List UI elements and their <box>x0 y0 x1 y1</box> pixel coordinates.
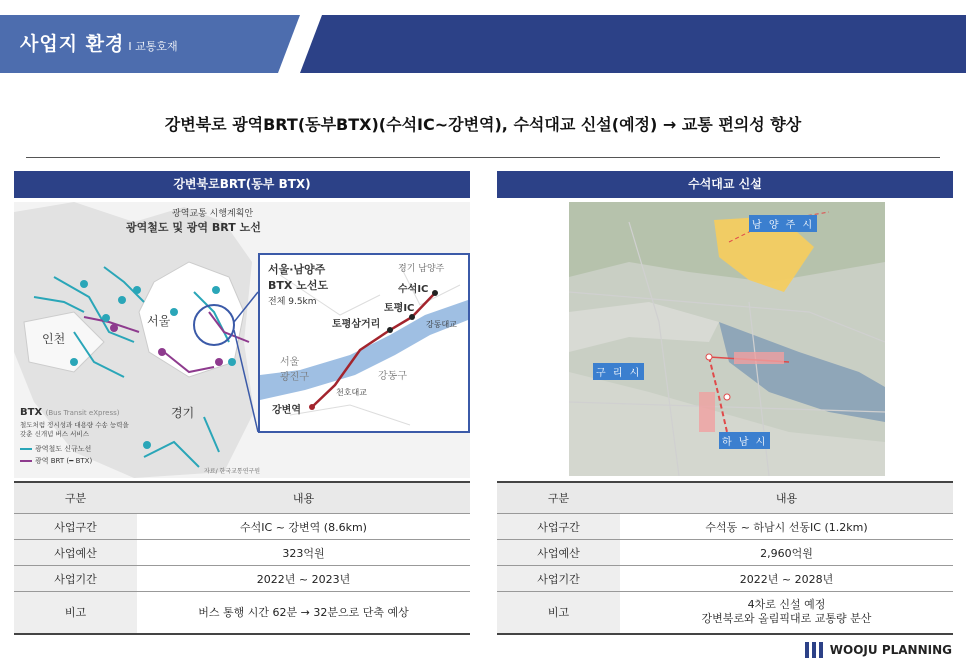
table-header-cell: 구분 <box>497 482 620 514</box>
inset-gwangjin: 서울 광진구 <box>280 357 309 383</box>
btx-route-inset <box>258 253 470 433</box>
label-gyeonggi: 경기 <box>171 406 195 420</box>
legend-brt-swatch <box>20 460 32 462</box>
plan-title: 광역철도 및 광역 BRT 노선 <box>126 221 261 234</box>
logo-text: WOOJU PLANNING <box>829 643 952 657</box>
table-value-cell: 4차로 신설 예정 강변북로와 올림픽대로 교통량 분산 <box>620 592 953 634</box>
legend-rail-label: 광역철도 신규노선 <box>35 445 92 453</box>
inset-gangdong-gu: 강동구 <box>378 371 407 382</box>
wooju-logo-icon <box>804 640 824 660</box>
table-key-cell: 사업구간 <box>497 514 620 540</box>
table-value-cell: 수석동 ~ 하남시 선동IC (1.2km) <box>620 514 953 540</box>
inset-length: 전체 9.5km <box>268 297 317 307</box>
page-subtitle: I 교통호재 <box>128 40 178 53</box>
btx-title <box>20 407 120 418</box>
legend-rail <box>20 444 91 454</box>
left-panel-title: 강변북로BRT(동부 BTX) <box>14 171 470 198</box>
legend-rail-swatch <box>20 448 32 450</box>
map-source: 자료/ 한국교통연구원 <box>204 468 261 475</box>
table-header-cell: 내용 <box>137 482 470 514</box>
table-value-cell: 323억원 <box>137 540 470 566</box>
table-header-cell: 내용 <box>620 482 953 514</box>
inset-title-2: BTX 노선도 <box>268 279 329 292</box>
headline: 강변북로 광역BRT(동부BTX)(수석IC~강변역), 수석대교 신설(예정) → 교통 편의성 향상 <box>164 115 802 134</box>
inset-topyeong-ic: 토평IC <box>384 303 415 314</box>
table-row <box>497 566 953 592</box>
right-panel-title: 수석대교 신설 <box>497 171 953 198</box>
table-key-cell: 사업구간 <box>14 514 137 540</box>
table-key-cell: 사업예산 <box>14 540 137 566</box>
inset-gangbyeon-station: 강변역 <box>272 405 301 416</box>
inset-cheonho-bridge: 천호대교 <box>336 388 367 397</box>
header-bar <box>0 15 966 73</box>
table-header-row <box>497 482 953 514</box>
bridge-aerial-map <box>569 202 885 476</box>
table-row <box>497 592 953 634</box>
inset-gangdong-bridge: 강동대교 <box>426 320 457 329</box>
company-logo <box>804 640 952 660</box>
table-header-cell: 구분 <box>14 482 137 514</box>
table-key-cell: 사업기간 <box>497 566 620 592</box>
table-row <box>14 592 470 634</box>
left-panel <box>14 171 470 478</box>
inset-namyangju: 경기 남양주 <box>398 264 445 274</box>
table-key-cell: 사업예산 <box>497 540 620 566</box>
right-panel <box>497 171 953 476</box>
inset-title-1: 서울·남양주 <box>268 263 326 276</box>
inset-suseok-ic: 수석IC <box>398 284 429 295</box>
divider <box>26 157 940 158</box>
btx-map <box>14 202 470 478</box>
table-value-cell: 2,960억원 <box>620 540 953 566</box>
header-band <box>300 15 966 73</box>
table-row <box>497 540 953 566</box>
label-incheon: 인천 <box>42 332 66 346</box>
table-header-row <box>14 482 470 514</box>
left-info-table <box>14 481 470 635</box>
label-hanam: 하 남 시 <box>719 432 770 449</box>
plan-subtitle: 광역교통 시행계획안 <box>172 209 254 219</box>
page-title-text: 사업지 환경 <box>20 33 125 55</box>
table-row <box>14 566 470 592</box>
table-key-cell: 비고 <box>14 592 137 634</box>
label-namyangju: 남 양 주 시 <box>749 215 817 232</box>
btx-english: (Bus Transit eXpress) <box>45 409 120 417</box>
btx-desc-1: 철도처럼 정시성과 대용량 수송 능력을 <box>20 421 129 429</box>
inset-topyeong-samgeori: 토평삼거리 <box>332 319 381 330</box>
right-info-table <box>497 481 953 635</box>
page-title <box>20 29 178 56</box>
legend-brt-label: 광역 BRT (━ BTX) <box>35 457 93 465</box>
table-key-cell: 사업기간 <box>14 566 137 592</box>
table-value-cell: 2022년 ~ 2028년 <box>620 566 953 592</box>
table-value-cell: 버스 통행 시간 62분 → 32분으로 단축 예상 <box>137 592 470 634</box>
label-seoul: 서울 <box>147 314 171 328</box>
legend-brt <box>20 456 92 466</box>
btx-desc-2: 갖춘 신개념 버스 서비스 <box>20 430 89 438</box>
btx-title-text: BTX <box>20 407 43 418</box>
table-row <box>14 514 470 540</box>
label-guri: 구 리 시 <box>593 363 644 380</box>
table-value-cell: 2022년 ~ 2023년 <box>137 566 470 592</box>
table-row <box>497 514 953 540</box>
table-key-cell: 비고 <box>497 592 620 634</box>
table-row <box>14 540 470 566</box>
table-value-cell: 수석IC ~ 강변역 (8.6km) <box>137 514 470 540</box>
